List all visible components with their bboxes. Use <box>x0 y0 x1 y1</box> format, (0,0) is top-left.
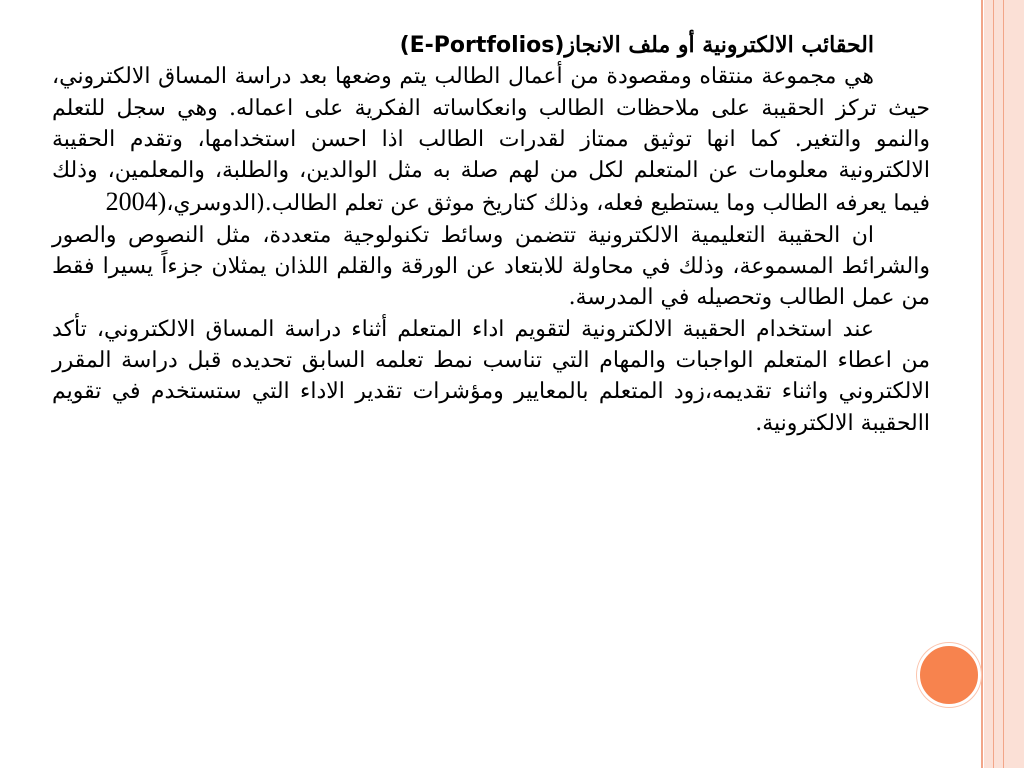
decorative-edge-line <box>1003 0 1004 768</box>
decorative-edge-line <box>993 0 994 768</box>
slide-body <box>52 30 930 439</box>
paragraph-media: ان الحقيبة التعليمية الالكترونية تتضمن وسائط تكنولوجية متعددة، مثل النصوص والصور والشرائط المسموعة، وذلك في محاولة للابتعاد عن الورقة والقلم اللذان يمثلان جزءاً يسيرا فقط من عمل الطالب وتحصيله في المدرسة. <box>52 222 930 311</box>
citation-text: (الدوسري، <box>166 191 265 217</box>
decorative-edge-line <box>981 0 983 768</box>
paragraph-assessment: عند استخدام الحقيبة الالكترونية لتقويم اداء المتعلم أثناء دراسة المساق الالكتروني، تأكد من اعطاء المتعلم الواجبات والمهام التي تناسب نمط تعلمه السابق تحديده قبل دراسة المقرر الالكتروني واثناء تقديمه،زود المتعلم بالمعايير ومؤشرات تقدير الاداء التي ستستخدم في تقويم االحقيبة الالكترونية. <box>52 316 930 436</box>
title-arabic: الحقائب الالكترونية أو ملف الانجاز <box>564 32 874 58</box>
paragraph-definition <box>52 61 930 219</box>
accent-circle <box>917 643 981 707</box>
paragraph-1-text: هي مجموعة منتقاه ومقصودة من أعمال الطالب يتم وضعها بعد دراسة المساق الالكتروني، حيث تركز الحقيبة على ملاحظات الطالب وانعكاساته الفكرية على اعماله. وهي سجل للتعلم والنمو والتغير. كما انها توثيق ممتاز لقدرات الطالب اذا احسن استخدامها، وتقدم الحقيبة الالكترونية معلومات عن المتعلم لكل من لهم صلة به مثل الوالدين، والطلبة، والمعلمين، وذلك فيما يعرفه الطالب وما يستطيع فعله، وذلك كتاريخ موثق عن تعلم الطالب. <box>52 64 930 217</box>
decorative-edge-band <box>984 0 1024 768</box>
citation-year: 2004) <box>105 187 167 217</box>
slide-title <box>52 30 930 61</box>
title-latin: (E-Portfolios) <box>399 33 565 58</box>
